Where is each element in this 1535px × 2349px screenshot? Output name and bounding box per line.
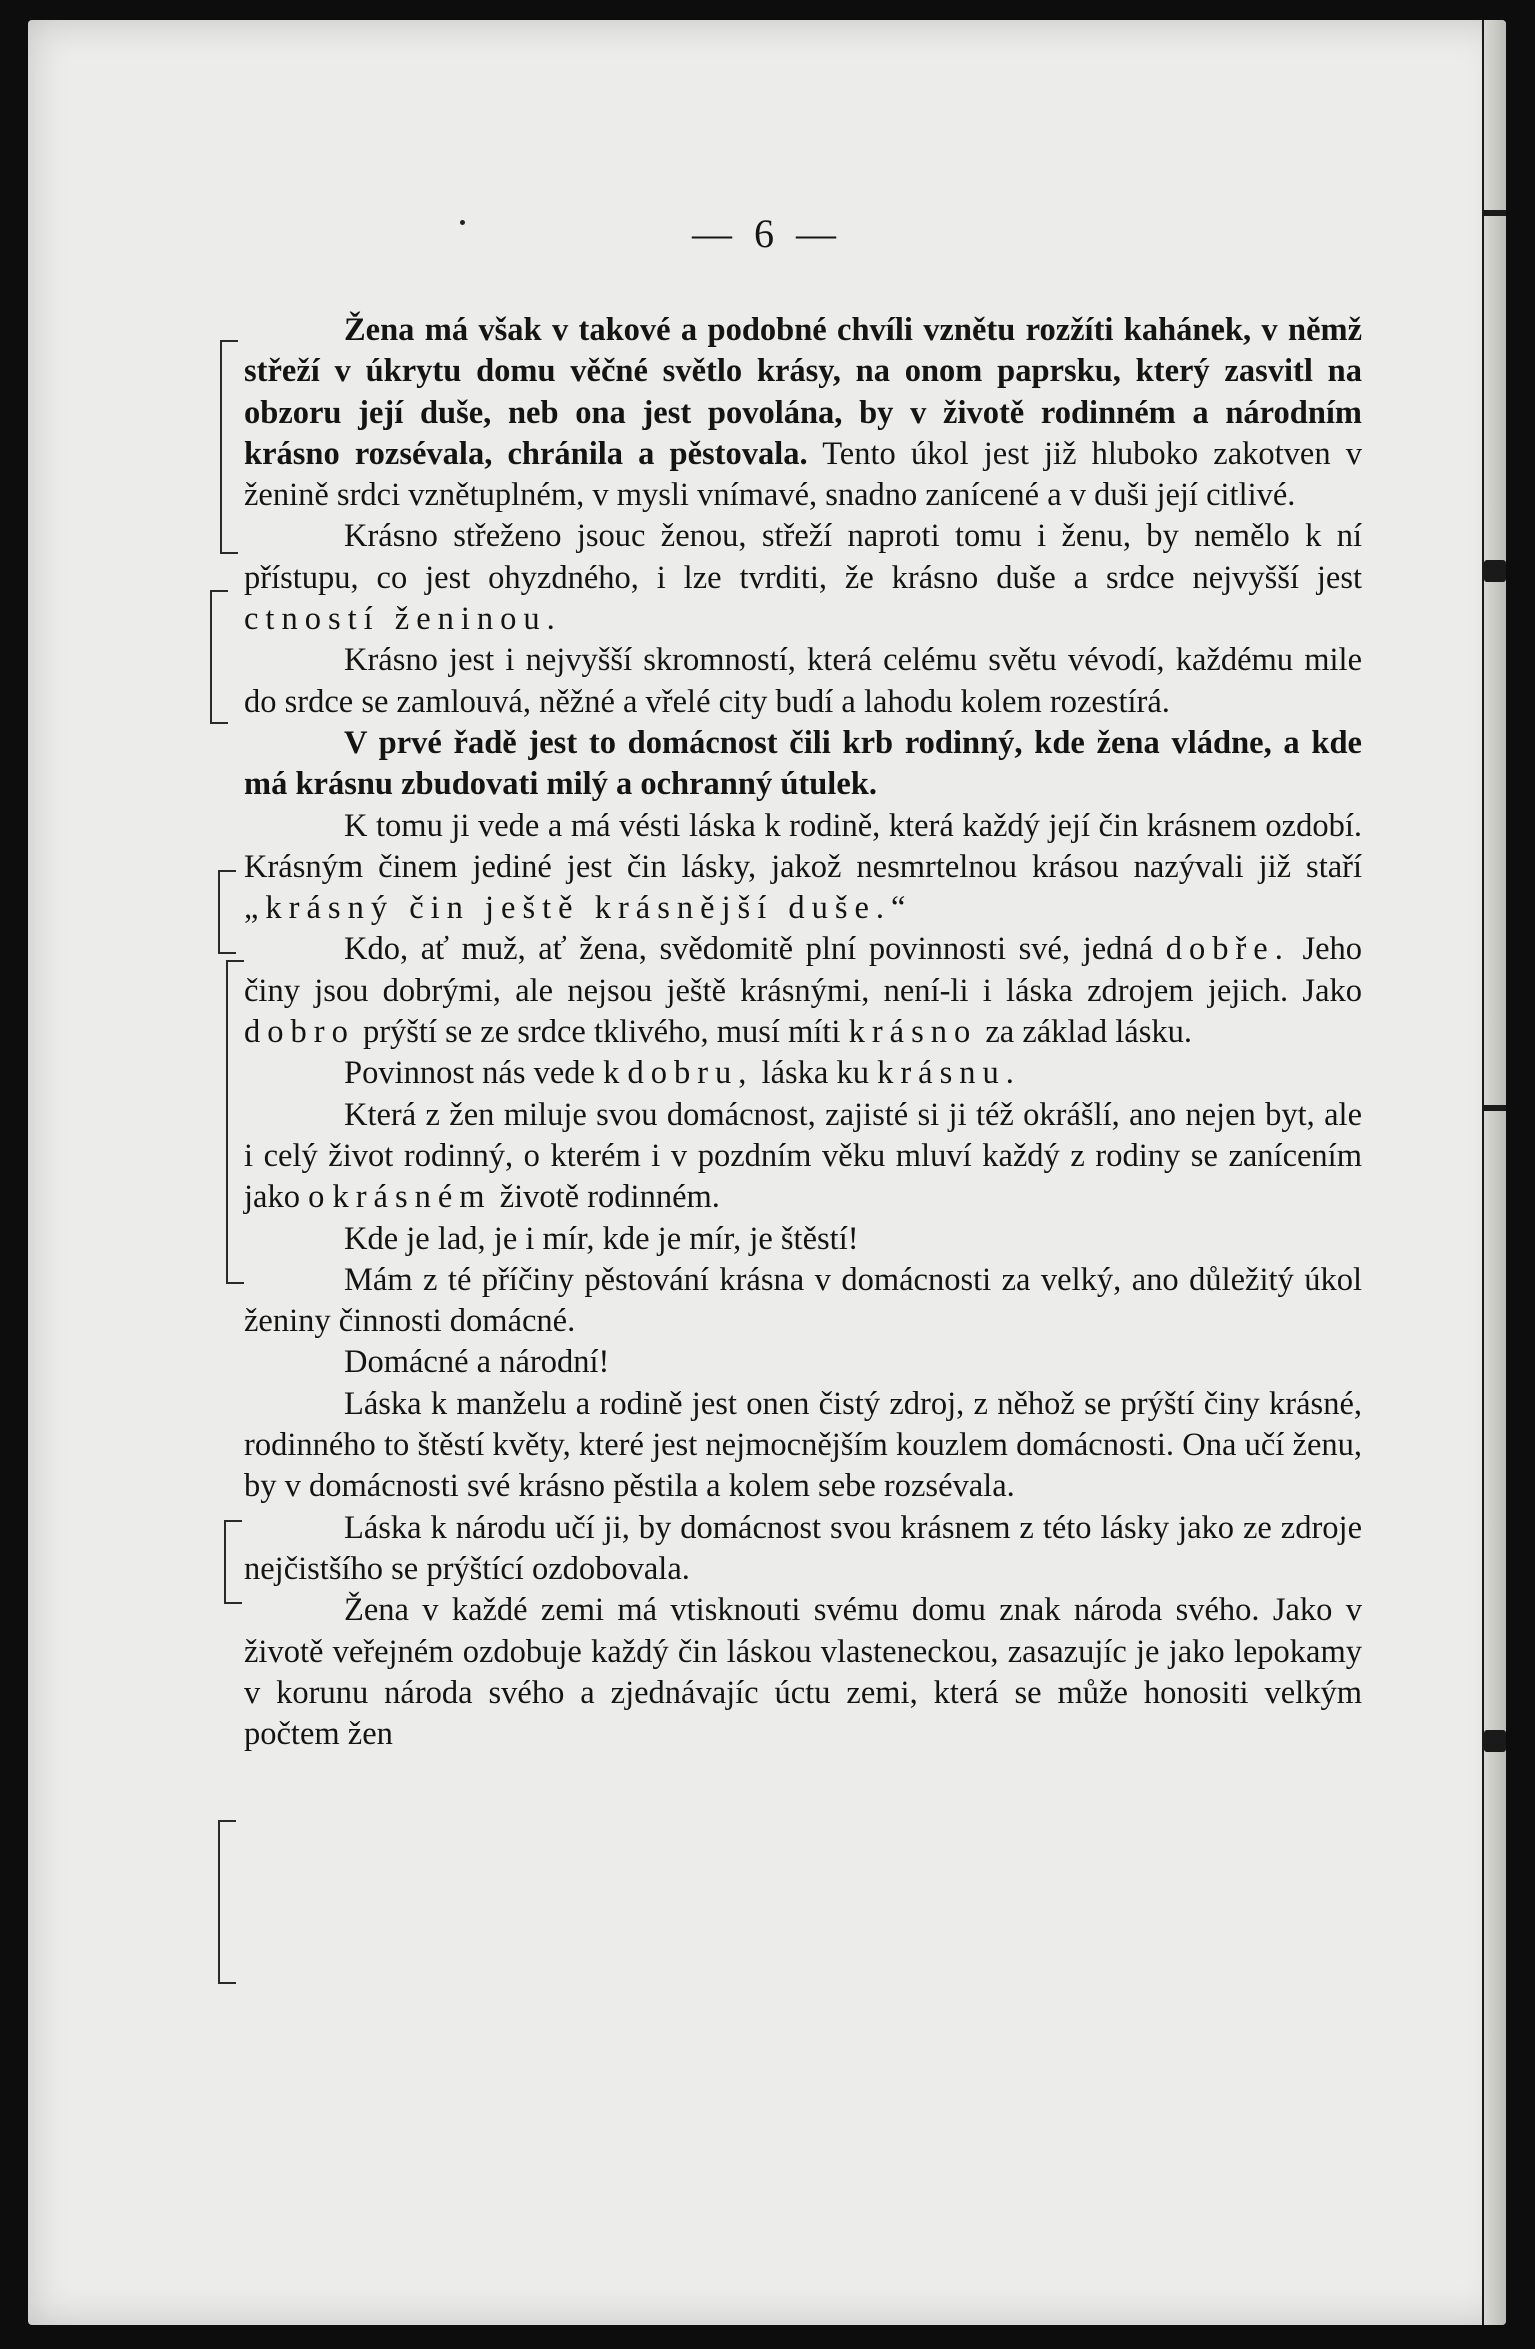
page-edge-strip [1482,20,1506,2325]
paragraph-text: Která z žen miluje svou domácnost, zajisté si ji též okrášlí, ano nejen byt, ale i celý život rodinný, o kterém i v pozdním věku mluví každý z rodiny se zanícením jako o [244,1096,1362,1216]
spaced-emphasis: dobru, [627,1055,754,1092]
paragraph-text: za základ lásku. [985,1014,1192,1051]
body-text [244,310,1362,1755]
paragraph-text: Kdo, ať muž, ať žena, svědomitě plní povinnosti své, jedná [344,931,1154,968]
margin-bracket [218,870,236,954]
page-number: — 6 — [692,211,842,256]
spaced-emphasis: krásném [332,1179,492,1216]
paragraph-text: Jeho činy jsou dobrými, ale nejsou ještě krásnými, není-li i láska zdrojem jejich. Jako [244,931,1363,1009]
scanned-page [28,20,1506,2325]
paragraph: V prvé řadě jest to domácnost čili krb rodinný, kde žena vládne, a kde má krásnu zbudovati milý a ochranný útulek. [244,724,1362,803]
paragraph-text: životě rodinném. [499,1179,720,1216]
paragraph [244,806,1362,930]
spaced-emphasis: dobro [244,1014,355,1051]
edge-mark [1484,560,1506,582]
margin-bracket [220,340,238,554]
paragraph-text: Krásno střeženo jsouc ženou, střeží naproti tomu i ženu, by nemělo k ní přístupu, co jest ohyzdného, i lze tvrditi, že krásno duše a srdce nejvyšší jest [244,518,1362,596]
paragraph: Domácné a národní! [344,1344,610,1381]
paragraph: Mám z té příčiny pěstování krásna v domácnosti za velký, ano důležitý úkol ženiny činnosti domácné. [244,1261,1362,1340]
paragraph [244,310,1362,516]
paragraph-text: Tento úkol jest již hluboko zakotven v ženině srdci vznětuplném, v mysli vnímavé, snadno zanícené a v duši její citlivé. [244,435,1362,514]
margin-bracket [210,590,228,724]
paragraph: Žena v každé zemi má vtisknouti svému domu znak národa svého. Jako v životě veřejném ozdobuje každý čin láskou vlasteneckou, zasazujíc je jako lepokamy v korunu národa svého a zjednávajíc úctu zemi, která se může honositi velkým počtem žen [244,1592,1362,1753]
spaced-emphasis: krásnu. [877,1055,1021,1092]
paragraph-text: Povinnost nás vede k [344,1055,620,1092]
paragraph-text: Žena má však v takové a podobné chvíli vznětu rozžíti kahánek, v němž střeží v úkrytu domu věčné světlo krásy, na onom paprsku, který zasvitl na obzoru její duše, neb ona jest povolána, by v životě rodinném a národním krásno rozsévala, chránila a pěstovala. [244,312,1362,472]
paragraph [244,1095,1362,1219]
spaced-emphasis: dobře. [1165,931,1290,968]
spaced-emphasis: krásno [848,1014,978,1051]
margin-bracket [226,960,244,1284]
paragraph-text: láska ku [761,1055,869,1092]
spaced-emphasis: „krásný čin ještě krásnější duše.“ [244,890,913,927]
paragraph: Krásno jest i nejvyšší skromností, která celému světu vévodí, každému mile do srdce se zamlouvá, něžné a vřelé city budí a lahodu kolem rozestírá. [244,642,1362,720]
paragraph: Láska k manželu a rodině jest onen čistý zdroj, z něhož se prýští činy krásné, rodinného to štěstí květy, které jest nejmocnějším kouzlem domácnosti. Ona učí ženu, by v domácnosti své krásno pěstila a kolem sebe rozsévala. [244,1385,1362,1505]
paragraph-text: K tomu ji vede a má vésti láska k rodině, která každý její čin krásnem ozdobí. Krásným činem jediné jest čin lásky, jakož nesmrtelnou krásou nazývali již staří [244,807,1362,885]
paragraph-text: prýští se ze srdce tklivého, musí míti [362,1014,841,1051]
edge-mark [1484,1105,1506,1111]
paragraph [244,1053,1362,1094]
paragraph: Kde je lad, je i mír, kde je mír, je štěstí! [344,1220,859,1257]
paragraph: Láska k národu učí ji, by domácnost svou krásnem z této lásky jako ze zdroje nejčistšího se prýštící ozdobovala. [244,1509,1362,1587]
spaced-emphasis: ctností ženinou. [244,601,562,638]
paragraph [244,929,1362,1053]
margin-bracket [224,1520,242,1604]
margin-bracket [218,1820,236,1984]
edge-mark [1484,1730,1506,1752]
paragraph [244,516,1362,640]
